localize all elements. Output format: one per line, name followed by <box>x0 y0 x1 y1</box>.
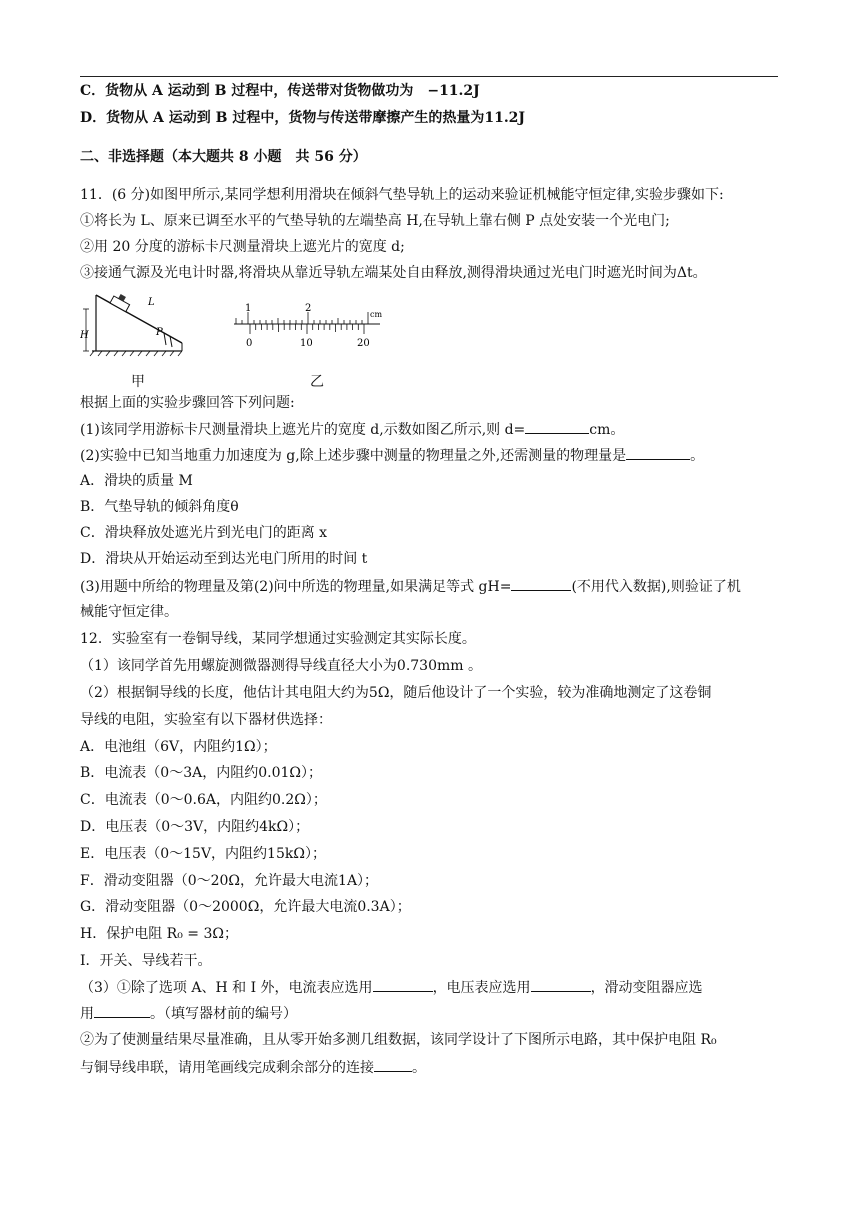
answer-blank-d[interactable] <box>525 420 589 434</box>
q12-part3-text-e: 。（填写器材前的编号） <box>150 1006 297 1022</box>
figure-yi <box>230 302 390 352</box>
answer-blank-circuit[interactable] <box>374 1058 412 1072</box>
q11-part1-text: (1)该同学用游标卡尺测量滑块上遮光片的宽度 d,示数如图乙所示,则 d= <box>80 422 526 438</box>
top-rule <box>80 76 778 77</box>
answer-blank-ammeter[interactable] <box>373 978 433 992</box>
q11-part3-text: (3)用题中所给的物理量及第(2)问中所选的物理量,如果满足等式 gH= <box>80 579 512 595</box>
q11-part2-text: (2)实验中已知当地重力加速度为 g,除上述步骤中测量的物理量之外,还需测量的物理量是 <box>80 448 627 464</box>
answer-blank-quantity[interactable] <box>626 446 690 460</box>
q12-part3-2-text: 与铜导线串联，请用笔画线完成剩余部分的连接 <box>80 1060 374 1076</box>
main-scale-1: 1 <box>245 303 252 314</box>
vernier-10: 10 <box>300 338 313 349</box>
q11-step2: ②用 20 分度的游标卡尺测量滑块上遮光片的宽度 d; <box>80 239 405 255</box>
unit-cm: cm <box>370 310 383 319</box>
vernier-0: 0 <box>246 338 253 349</box>
option-d: D．货物从 A 运动到 B 过程中，货物与传送带摩擦产生的热量为11.2J <box>80 110 526 126</box>
q12-part3 <box>80 978 800 997</box>
q11-part3-tail: (不用代入数据),则验证了机 <box>571 579 741 595</box>
q11-stem: 11．(6 分)如图甲所示,某同学想利用滑块在倾斜气垫导轨上的运动来验证机械能守恒定律,实验步骤如下: <box>80 187 724 203</box>
q11-part1 <box>80 420 800 439</box>
answer-blank-rheostat[interactable] <box>94 1004 150 1018</box>
q12-part3-2-cont <box>80 1058 800 1077</box>
q12-part1: （1）该同学首先用螺旋测微器测得导线直径大小为0.730mm 。 <box>80 658 482 674</box>
q12-part3-text-a: （3）①除了选项 A、H 和 I 外，电流表应选用 <box>80 980 373 996</box>
option-c: C．货物从 A 运动到 B 过程中，传送带对货物做功为 −11.2J <box>80 83 480 99</box>
q11-prompt: 根据上面的实验步骤回答下列问题: <box>80 395 295 411</box>
equip-g: G．滑动变阻器（0～2000Ω，允许最大电流0.3A）； <box>80 899 411 915</box>
main-scale-2: 2 <box>305 303 312 314</box>
q12-stem: 12．实验室有一卷铜导线，某同学想通过实验测定其实际长度。 <box>80 631 476 647</box>
q11-part2-end: 。 <box>690 448 705 464</box>
equip-c: C．电流表（0～0.6A，内阻约0.2Ω）； <box>80 792 327 808</box>
q12-part3-text-b: ，电压表应选用 <box>432 980 531 996</box>
q11-choice-d: D．滑块从开始运动至到达光电门所用的时间 t <box>80 551 368 567</box>
q11-choice-a: A．滑块的质量 M <box>80 473 193 489</box>
q11-choice-b: B．气垫导轨的倾斜角度θ <box>80 499 239 515</box>
section-heading: 二、非选择题（本大题共 8 小题 共 56 分） <box>80 149 367 165</box>
q11-step1: ①将长为 L、原来已调至水平的气垫导轨的左端垫高 H,在导轨上靠右侧 P 点处安装一个光电门; <box>80 213 670 229</box>
q12-part3-text-c: ，滑动变阻器应选 <box>590 980 703 996</box>
caption-yi: 乙 <box>310 374 324 390</box>
q12-part2: （2）根据铜导线的长度，他估计其电阻大约为5Ω，随后他设计了一个实验，较为准确地测定了这卷铜 <box>80 685 712 701</box>
q11-part3 <box>80 577 800 596</box>
equip-a: A．电池组（6V，内阻约1Ω）； <box>80 739 277 755</box>
equip-f: F．滑动变阻器（0～20Ω，允许最大电流1A）； <box>80 873 379 889</box>
caption-jia: 甲 <box>131 374 145 390</box>
answer-blank-voltmeter[interactable] <box>531 978 591 992</box>
figure-jia <box>80 285 200 357</box>
label-H: H <box>80 330 89 341</box>
equip-d: D．电压表（0～3V，内阻约4kΩ）； <box>80 819 310 835</box>
q11-choice-c: C．滑块释放处遮光片到光电门的距离 x <box>80 525 328 541</box>
q11-step3: ③接通气源及光电计时器,将滑块从靠近导轨左端某处自由释放,测得滑块通过光电门时遮光时间为Δt。 <box>80 265 707 281</box>
q11-part2 <box>80 446 800 465</box>
label-L: L <box>148 297 155 308</box>
answer-blank-gh[interactable] <box>511 577 571 591</box>
label-P: P <box>156 327 163 338</box>
q11-part3-cont: 械能守恒定律。 <box>80 604 178 620</box>
q12-part2-cont: 导线的电阻，实验室有以下器材供选择： <box>80 712 332 728</box>
q12-part3-text-d: 用 <box>80 1006 94 1022</box>
q11-part1-unit: cm。 <box>589 422 625 438</box>
equip-e: E．电压表（0～15V，内阻约15kΩ）； <box>80 846 326 862</box>
equip-b: B．电流表（0～3A，内阻约0.01Ω）； <box>80 765 322 781</box>
q12-part3-2: ②为了使测量结果尽量准确，且从零开始多测几组数据，该同学设计了下图所示电路，其中保护电阻 R₀ <box>80 1032 717 1048</box>
equip-i: I．开关、导线若干。 <box>80 953 212 969</box>
q12-part3-2-end: 。 <box>412 1060 426 1076</box>
equip-h: H．保护电阻 R₀ = 3Ω； <box>80 926 238 942</box>
vernier-20: 20 <box>357 338 370 349</box>
q12-part3-cont <box>80 1004 800 1023</box>
